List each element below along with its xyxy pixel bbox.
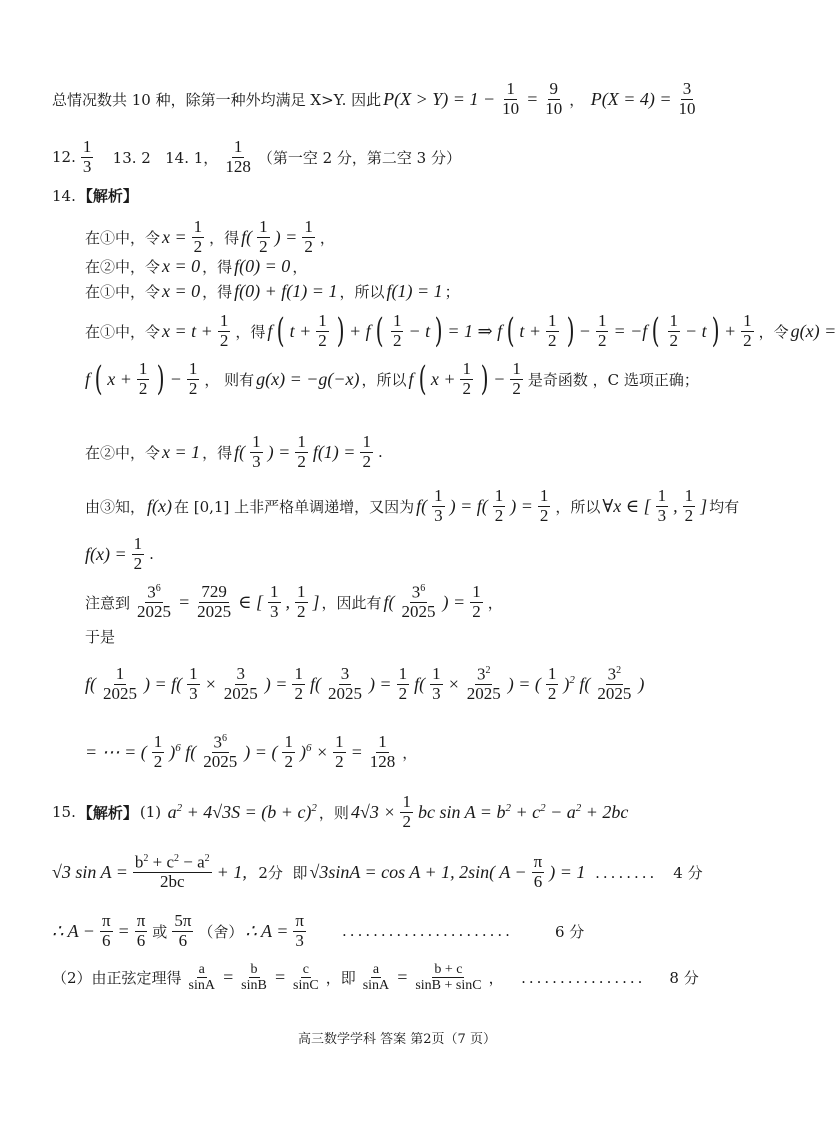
frac-3-10: $\frac{3}{10}$: [678, 79, 696, 118]
page-footer: 高三数学学科 答案 第2页（7 页）: [298, 1032, 496, 1047]
line-step-4: 在①中，令 x = t + $\frac{1}{2}$ ，得 f ( t + $\frac{1}{2}$ ) + f ( $\frac{1}{2}$ − t ) = 1 ⇒ f ( t + $\frac{1}{2}$ ) − $\frac{1}{2}$ = −f ( $\frac{1}{2}$ − t ) + $\frac{1}{2}$ ，令 g(x) =: [85, 311, 836, 352]
total-cases-text: 总情况数共 10 种，除第一种外均满足 X>Y. 因此: [52, 90, 382, 109]
line-derivation-2: = ⋯ = ( $\frac{1}{2}$ )$^6$ f( $\frac{3^6}{2025}$ ) = ( $\frac{1}{2}$ )$^6$ × $\frac{1}{2}$ = $\frac{1}{128}$ ，: [85, 732, 418, 772]
q14-analysis-heading: 14. 【解析】: [52, 186, 138, 205]
prob-formula-1: P(X > Y) = 1 −: [383, 88, 496, 109]
line-step-5: f ( x + $\frac{1}{2}$ ) − $\frac{1}{2}$ ， 则有 g(x) = −g(−x) ，所以 f ( x + $\frac{1}{2}$ ) − $\frac{1}{2}$ 是奇函数 ，C 选项正确；: [85, 359, 699, 400]
q12-label: 12.: [52, 148, 76, 167]
line-step-1: 在①中，令 x = $\frac{1}{2}$ ，得 f( $\frac{1}{2}$ ) = $\frac{1}{2}$ ，: [85, 217, 335, 256]
q15-part1-line3: ∴ A − $\frac{\pi}{6}$ = $\frac{\pi}{6}$ 或 $\frac{5\pi}{6}$ （舍） ∴ A = $\frac{\pi}{3}$ ...................... 6 分: [52, 911, 585, 950]
frac-1-10: $\frac{1}{10}$: [502, 79, 520, 118]
line-step-9: 注意到 $\frac{3^6}{2025}$ = $\frac{729}{2025}$ ∈ [ $\frac{1}{3}$ , $\frac{1}{2}$ ] ，因此有 f( $\frac{3^6}{2025}$ ) = $\frac{1}{2}$ ，: [85, 582, 503, 622]
line-thus: 于是: [85, 628, 116, 646]
q13-answer: 13. 2 14. 1，: [98, 148, 219, 167]
q15-part2-line1: （2）由正弦定理得 $\frac{a}{\sin A}$ = $\frac{b}{\sin B}$ = $\frac{c}{\sin C}$ ，即 $\frac{a}{\sin A}$ = $\frac{b + c}{\sin B + \sin C}$ ， ................ 8 分: [52, 962, 699, 994]
frac-9-10: $\frac{9}{10}$: [545, 79, 563, 118]
q12-answer: $\frac{1}{3}$: [82, 137, 92, 176]
line-step-3: 在①中，令 x = 0 ，得 f(0) + f(1) = 1 ，所以 f(1) = 1 ；: [85, 281, 460, 301]
q15-part1-line1: 15. 【解析】 (1) $a^2 + 4√3S = (b + c)^2$ ，则 4√3 × $\frac{1}{2}$ bc $\sin A = b^2 + c^2 - a^2 + 2bc$: [52, 792, 629, 831]
line-step-6: 在②中，令 x = 1 ，得 f( $\frac{1}{3}$ ) = $\frac{1}{2}$ f(1) = $\frac{1}{2}$ .: [85, 432, 383, 471]
line-step-2: 在②中，令 x = 0 ，得 f(0) = 0 ，: [85, 256, 308, 276]
line-step-7: 由③知， f(x) 在 [0,1] 上非严格单调递增，又因为 f( $\frac{1}{3}$ ) = f( $\frac{1}{2}$ ) = $\frac{1}{2}$ ，所以 ∀x ∈ [ $\frac{1}{3}$ , $\frac{1}{2}$ ] 均有: [85, 486, 740, 525]
line-total-cases: 总情况数共 10 种，除第一种外均满足 X>Y. 因此 P(X > Y) = 1 − $\frac{1}{10}$ = $\frac{9}{10}$ ， P(X = 4) = $\frac{3}{10}$: [52, 79, 696, 118]
line-answers-12-14: [52, 138, 461, 176]
line-derivation-1: f( $\frac{1}{2025}$ ) = f( $\frac{1}{3}$ × $\frac{3}{2025}$ ) = $\frac{1}{2}$ f( $\frac{3}{2025}$ ) = $\frac{1}{2}$ f( $\frac{1}{3}$ × $\frac{3^2}{2025}$ ) = ( $\frac{1}{2}$ )$^2$ f( $\frac{3^2}{2025}$ ): [85, 664, 645, 704]
q14-answer: $\frac{1}{128}$: [225, 137, 251, 176]
q15-part1-line2: √3 sin A = $\frac{b^2 + c^2 - a^2}{2bc}$ + 1, 2分 即 √3sinA = cos A + 1, 2sin( A − $\frac{\pi}{6}$ ) = 1 ........ 4 分: [52, 852, 703, 892]
q14-score-note: （第一空 2 分，第二空 3 分）: [257, 148, 461, 167]
line-step-8: f(x) = $\frac{1}{2}$ .: [85, 534, 154, 573]
prob-formula-2: P(X = 4) =: [586, 88, 672, 109]
